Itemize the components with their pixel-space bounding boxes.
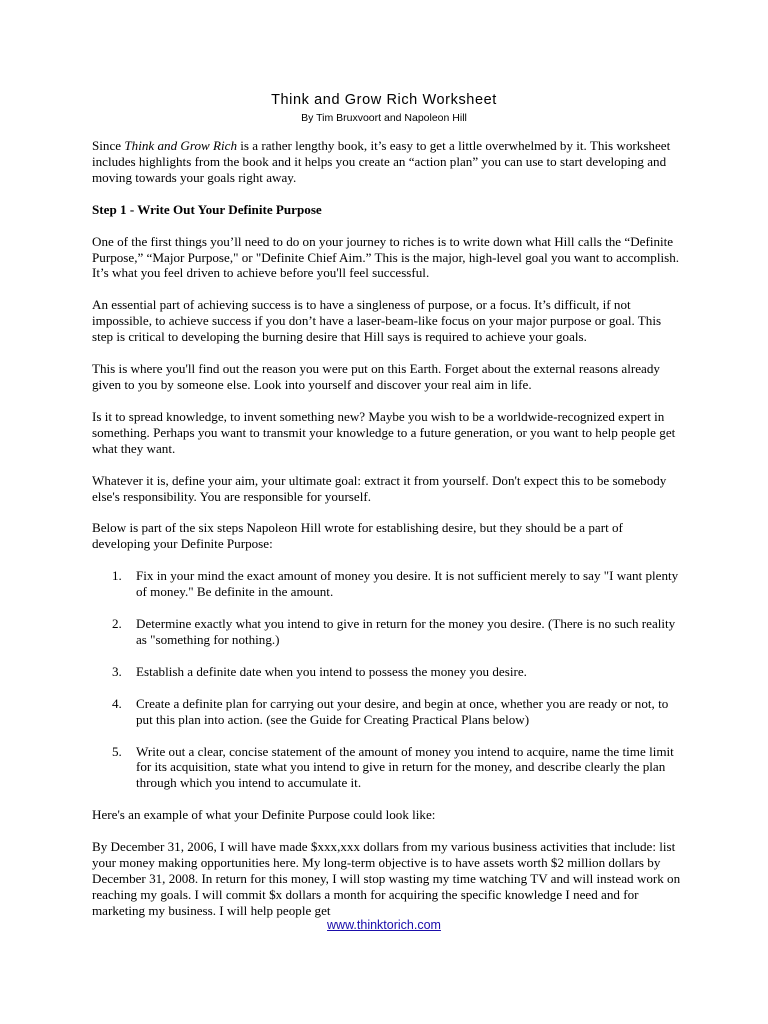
body-paragraph: One of the first things you’ll need to do on your journey to riches is to write down what Hill calls the “Definite Purpose,” “Major Purpose," or "Definite Chief Aim.” This is the major, high-level goal you want to accomplish. It’s what you feel driven to achieve before you'll feel successful. <box>92 233 680 281</box>
list-item <box>92 616 682 648</box>
document-body <box>92 138 682 935</box>
list-item <box>92 744 682 792</box>
list-item-text: Create a definite plan for carrying out your desire, and begin at once, whether you are ready or not, to put this plan into action. (see the Guide for Creating Practical Plans below) <box>136 695 669 727</box>
list-item <box>92 664 682 680</box>
body-paragraph: Whatever it is, define your aim, your ultimate goal: extract it from yourself. Don't expect this to be somebody else's responsibility. You are responsible for yourself. <box>92 472 667 504</box>
intro-text-after: is a rather lengthy book, it’s easy to get a little overwhelmed by it. This worksheet includes highlights from the book and it helps you create an “action plan” you can use to start developing and moving towards your goals right away. <box>92 138 671 185</box>
list-item-number: 3. <box>112 663 122 679</box>
footer-link[interactable]: www.thinktorich.com <box>327 918 441 932</box>
list-item-number: 2. <box>112 616 122 632</box>
list-item-number: 5. <box>112 743 122 759</box>
list-item-number: 1. <box>112 568 122 584</box>
list-item-text: Fix in your mind the exact amount of money you desire. It is not sufficient merely to say "I want plenty of money." Be definite in the amount. <box>136 568 679 600</box>
document-title: Think and Grow Rich Worksheet <box>271 92 497 108</box>
example-intro: Here's an example of what your Definite Purpose could look like: <box>92 807 436 823</box>
step1-heading: Step 1 - Write Out Your Definite Purpose <box>92 201 322 217</box>
list-item <box>92 696 682 728</box>
intro-text-before: Since <box>92 138 125 153</box>
body-paragraph: This is where you'll find out the reason you were put on this Earth. Forget about the external reasons already given to you by someone else. Look into yourself and discover your real aim in life. <box>92 361 660 392</box>
desire-steps-list <box>92 568 682 791</box>
footer <box>0 918 768 932</box>
list-item-number: 4. <box>112 695 122 711</box>
body-paragraph: An essential part of achieving success is to have a singleness of purpose, or a focus. It’s difficult, if not impossible, to achieve success if you don’t have a laser-beam-like focus on your major purpose or goal. This step is critical to developing the burning desire that Hill says is required to achieve your goals. <box>92 297 662 345</box>
document-byline: By Tim Bruxvoort and Napoleon Hill <box>301 112 467 124</box>
intro-paragraph <box>92 138 682 186</box>
example-purpose-text: By December 31, 2006, I will have made $xxx,xxx dollars from my various business activities that include: list your money making opportunities here. My long-term objective is to have assets worth $2 million dollars by December 31, 2008. In return for this money, I will stop wasting my time watching TV and will instead work on reaching my goals. I will commit $x dollars a month for acquiring the specific knowledge I need and for marketing my business. I will help people get <box>92 839 681 918</box>
list-item-text: Establish a definite date when you intend to possess the money you desire. <box>136 663 527 679</box>
body-paragraph: Is it to spread knowledge, to invent something new? Maybe you wish to be a worldwide-recognized expert in something. Perhaps you want to transmit your knowledge to a future generation, or you want to help people get what they want. <box>92 408 676 456</box>
book-title: Think and Grow Rich <box>124 138 238 153</box>
body-paragraph: Below is part of the six steps Napoleon Hill wrote for establishing desire, but they should be a part of developing your Definite Purpose: <box>92 520 623 552</box>
list-item <box>92 568 682 600</box>
list-item-text: Determine exactly what you intend to give in return for the money you desire. (There is no such reality as "something for nothing.) <box>136 616 676 647</box>
list-item-text: Write out a clear, concise statement of the amount of money you intend to acquire, name the time limit for its acquisition, state what you intend to give in return for the money, and describe clearly the plan through which you intend to accumulate it. <box>136 743 674 791</box>
